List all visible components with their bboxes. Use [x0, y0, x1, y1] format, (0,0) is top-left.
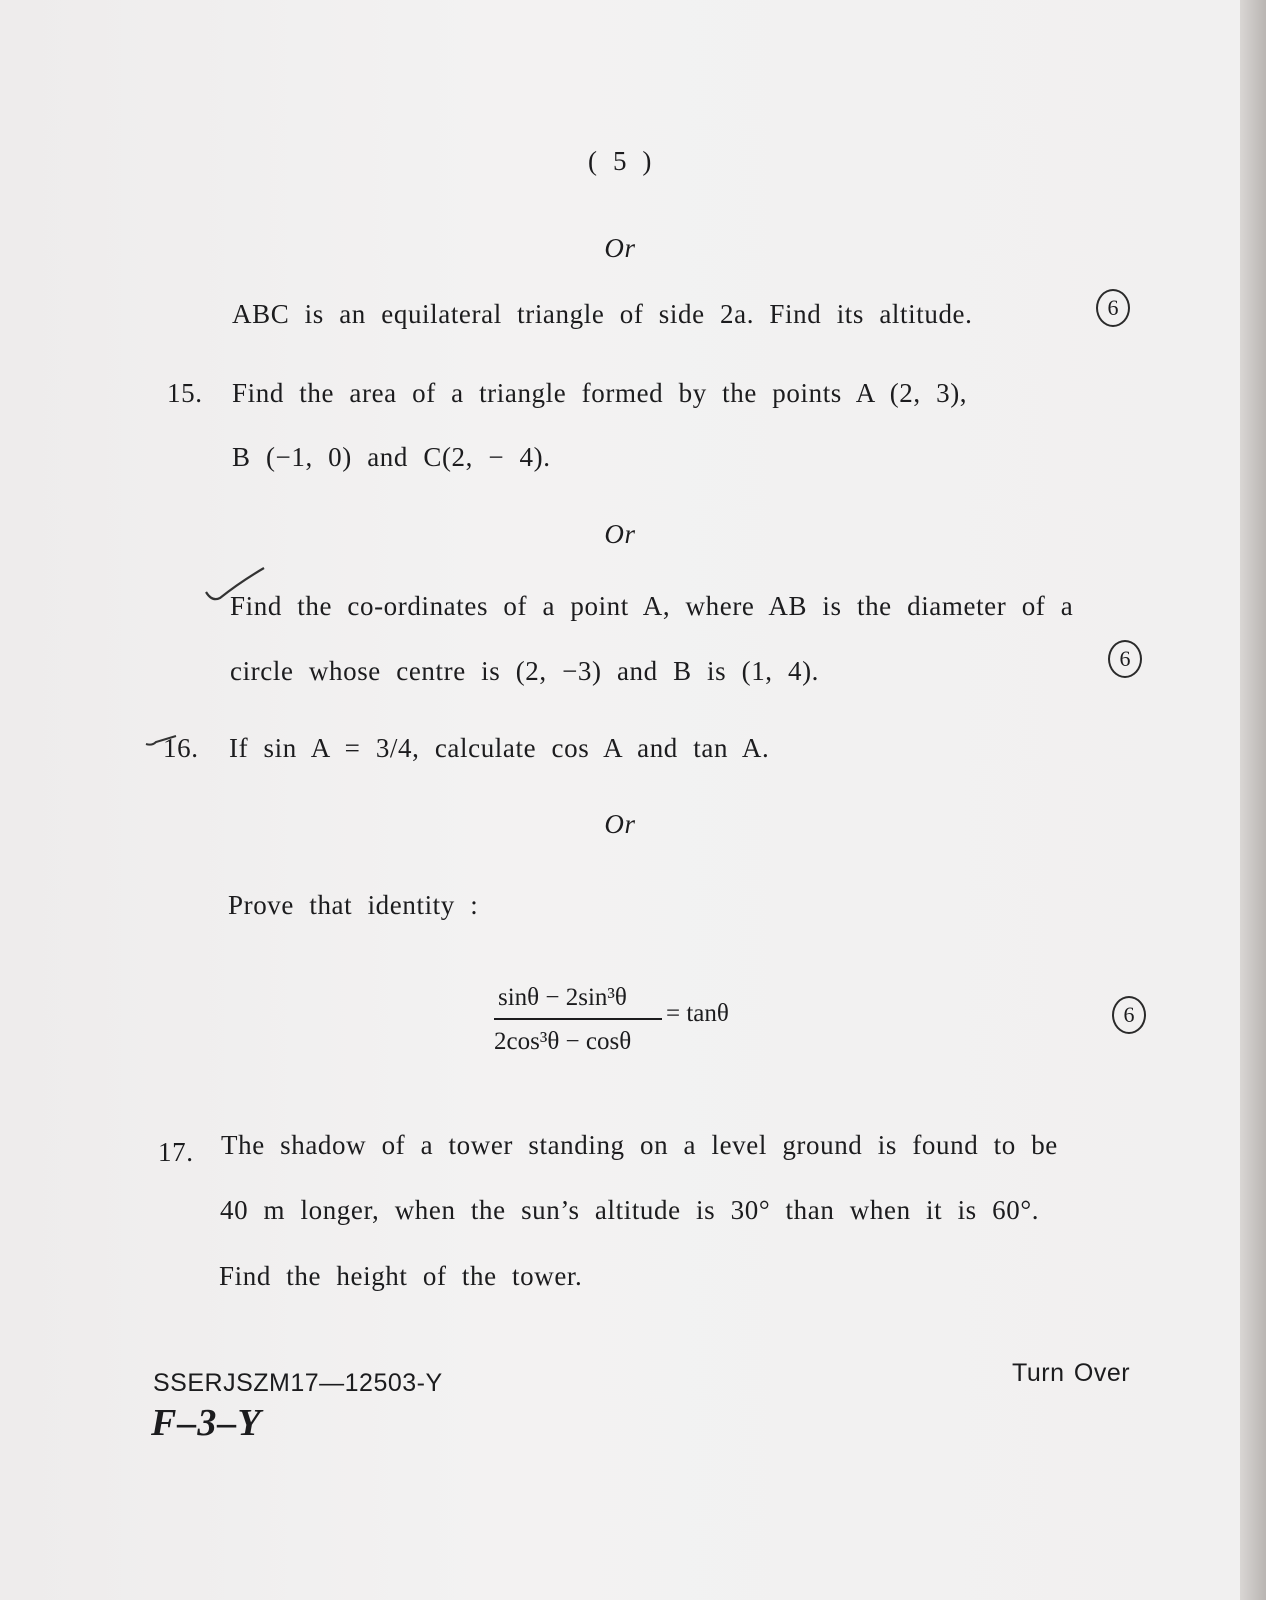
form-code: F–3–Y: [151, 1402, 262, 1444]
q14-marks: 6: [1096, 289, 1130, 327]
turn-over-label: Turn Over: [1012, 1359, 1131, 1387]
q16-line1: If sin A = 3/4, calculate cos A and tan A.: [229, 733, 770, 763]
q15-line1: Find the area of a triangle formed by the points A (2, 3),: [232, 378, 968, 408]
or-divider-3: Or: [604, 809, 636, 839]
q15-marks: 6: [1108, 640, 1142, 678]
identity-rhs: = tanθ: [666, 1000, 729, 1027]
q16-or-intro: Prove that identity :: [228, 890, 479, 920]
q15-or-line1: Find the co-ordinates of a point A, where AB is the diameter of a: [230, 591, 1074, 621]
identity-fraction: [494, 984, 754, 1064]
q15-number: 15.: [167, 378, 203, 408]
q17-number: 17.: [158, 1137, 194, 1167]
page-number: ( 5 ): [588, 146, 652, 176]
identity-numerator: sinθ − 2sin³θ: [498, 984, 627, 1011]
or-divider-1: Or: [604, 233, 636, 263]
q15-line2: B (−1, 0) and C(2, − 4).: [232, 442, 551, 472]
q16-number: 16.: [163, 733, 199, 763]
q17-line2: 40 m longer, when the sun’s altitude is 30° than when it is 60°.: [220, 1195, 1040, 1225]
q14-or-text: ABC is an equilateral triangle of side 2a. Find its altitude.: [232, 299, 973, 329]
paper-code: SSERJSZM17—12503-Y: [153, 1369, 443, 1397]
fraction-bar: [494, 1018, 662, 1020]
identity-denominator: 2cos³θ − cosθ: [494, 1028, 632, 1055]
page-edge: [1240, 0, 1266, 1600]
q16-marks: 6: [1112, 996, 1146, 1034]
q17-line1: The shadow of a tower standing on a level ground is found to be: [221, 1130, 1058, 1160]
or-divider-2: Or: [604, 519, 636, 549]
q17-line3: Find the height of the tower.: [219, 1261, 583, 1291]
q15-or-line2: circle whose centre is (2, −3) and B is (1, 4).: [230, 656, 820, 686]
